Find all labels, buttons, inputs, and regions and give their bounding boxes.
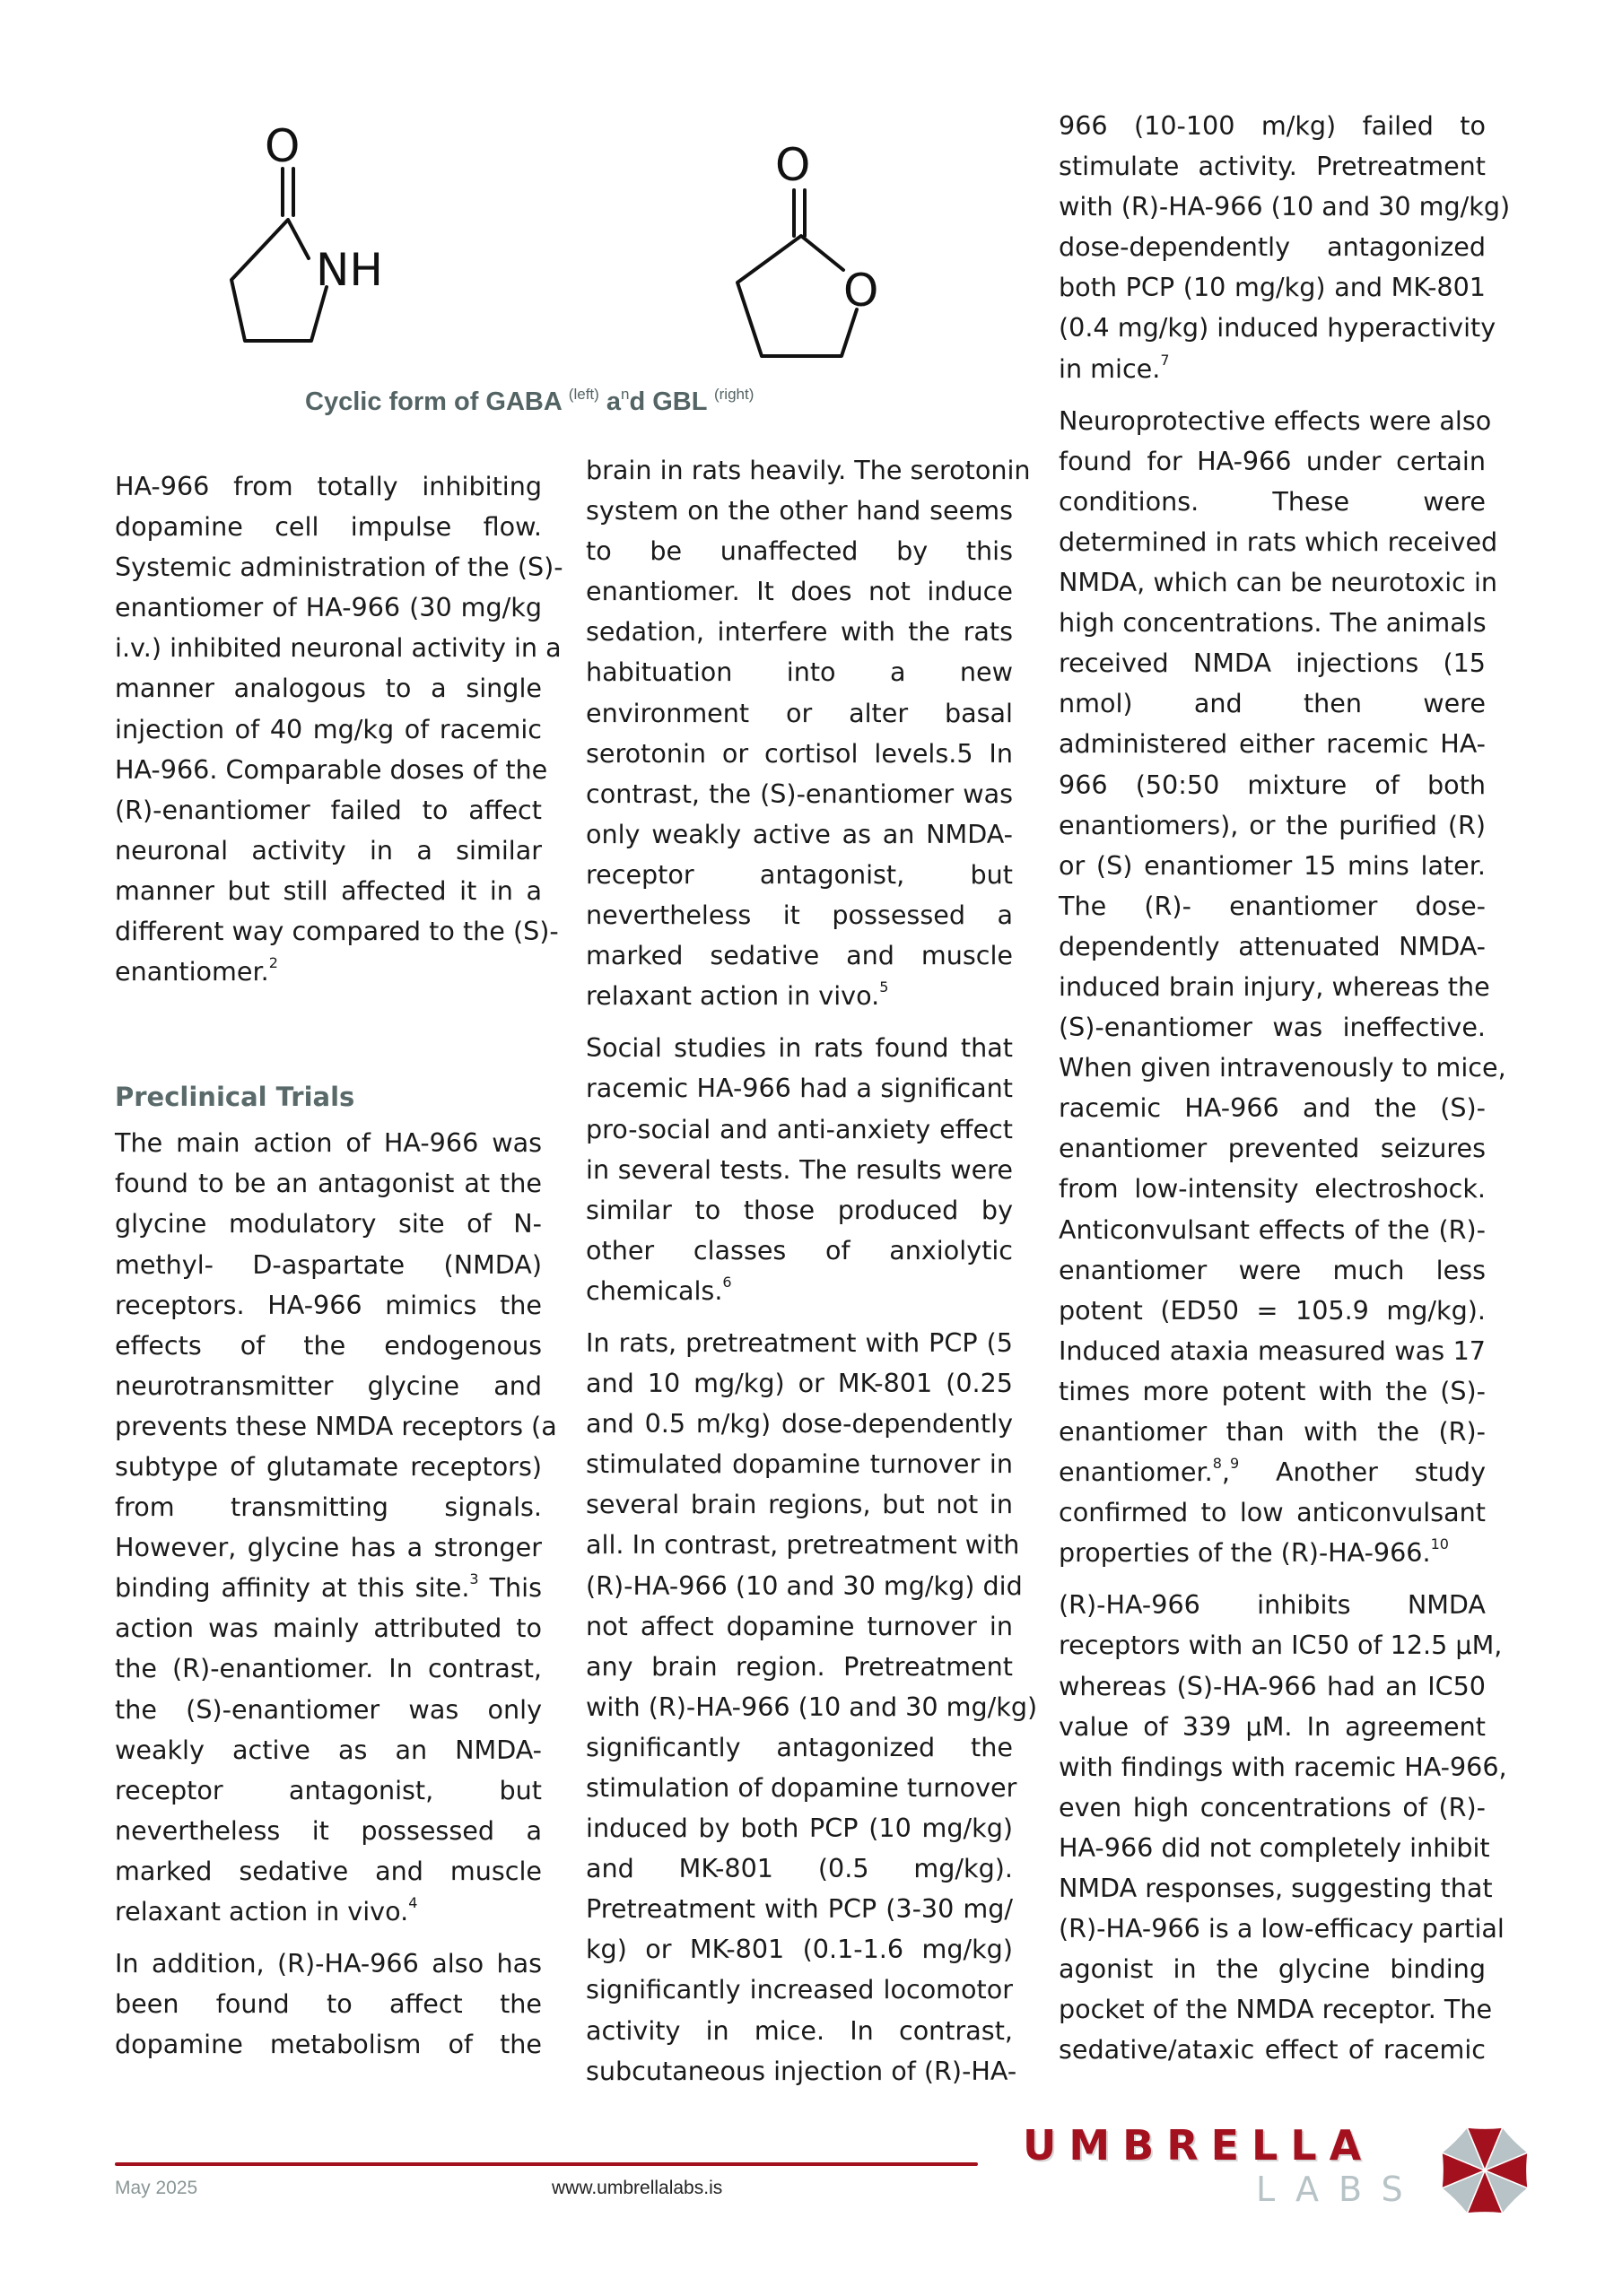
text-line	[586, 734, 1013, 774]
text-line	[586, 1444, 1013, 1484]
oxygen-atom-label: O	[265, 120, 301, 172]
line-text: significantly antagonized the	[586, 1731, 1013, 1762]
text-line	[115, 1123, 542, 1163]
text-line	[115, 1648, 542, 1689]
line-text: binding affinity at this site.	[115, 1572, 470, 1604]
ring-oxygen-label: O	[843, 265, 879, 317]
paragraph	[586, 1028, 1013, 1311]
text-line	[115, 1568, 542, 1608]
figure-caption	[305, 386, 843, 417]
line-text: relaxant action in vivo.	[586, 980, 880, 1012]
text-line	[115, 1892, 542, 1932]
text-line	[1059, 846, 1486, 886]
text-line	[1059, 146, 1486, 187]
text-line	[115, 709, 542, 750]
text-line	[1059, 482, 1486, 522]
text-line	[586, 1808, 1013, 1848]
line-text: stimulation of dopamine turnover	[586, 1772, 1017, 1803]
line-text: whereas (S)-HA-966 had an IC50	[1059, 1670, 1486, 1701]
line-text: The main action of HA-966 was	[115, 1127, 542, 1159]
text-line	[586, 450, 1031, 491]
line-text: enantiomer than with the (R)-	[1059, 1416, 1486, 1447]
text-line	[115, 1487, 542, 1527]
text-line	[586, 2011, 1013, 2051]
text-line	[115, 1730, 542, 1770]
text-line	[1059, 1909, 1505, 1949]
line-text: receptors with an IC50 of 12.5 μM,	[1059, 1630, 1503, 1661]
text-line	[586, 1970, 1013, 2010]
logo-wordmark-umbrella: UMBRELLA	[1023, 2121, 1374, 2170]
line-text: from transmitting signals.	[115, 1492, 542, 1523]
text-line	[586, 1150, 1013, 1190]
line-text: NMDA responses, suggesting that	[1059, 1873, 1493, 1904]
line-text: Social studies in rats found that	[586, 1032, 1013, 1064]
text-line	[115, 1690, 542, 1730]
text-line	[586, 1848, 1013, 1889]
text-line	[115, 1770, 542, 1811]
line-text: even high concentrations of (R)-	[1059, 1791, 1486, 1822]
caption-text: n	[620, 386, 630, 403]
line-text: brain in rats heavily. The serotonin	[586, 455, 1031, 485]
line-text: (R)-HA-966 is a low-efficacy partial	[1059, 1913, 1505, 1944]
text-line	[1059, 1492, 1486, 1533]
text-line	[586, 895, 1013, 935]
citation-ref[interactable]: 5	[879, 978, 889, 996]
line-text: with findings with racemic HA-966,	[1059, 1751, 1507, 1782]
paragraph	[115, 1944, 542, 2065]
line-text: receptor antagonist, but	[586, 858, 1013, 890]
line-text: in mice.	[1059, 352, 1161, 384]
line-text: weakly active as an NMDA-	[115, 1734, 542, 1765]
line-text: (R)-HA-966 inhibits NMDA	[1059, 1589, 1486, 1621]
text-line	[1059, 401, 1492, 441]
line-text: methyl- D-aspartate (NMDA)	[115, 1248, 542, 1280]
line-text: dopamine metabolism of the	[115, 2029, 542, 2060]
line-text: kg) or MK-801 (0.1-1.6 mg/kg)	[586, 1934, 1013, 1965]
text-line	[1059, 1048, 1506, 1088]
text-line	[1059, 1989, 1493, 2030]
text-line	[115, 1608, 542, 1648]
text-line	[115, 952, 542, 992]
line-text: significantly increased locomotor	[586, 1974, 1013, 2005]
text-line	[586, 531, 1013, 571]
text-column-2	[586, 450, 1038, 2103]
line-text: sedation, interfere with the rats	[586, 616, 1013, 648]
text-line	[115, 507, 542, 547]
text-line	[1059, 724, 1486, 764]
text-line	[1059, 1088, 1486, 1128]
line-text: injection of 40 mg/kg of racemic	[115, 713, 542, 744]
line-text: However, glycine has a stronger	[115, 1532, 542, 1563]
line-text: induced brain injury, whereas the	[1059, 970, 1490, 1002]
line-text: NMDA, which can be neurotoxic in	[1059, 567, 1498, 598]
line-text: dependently attenuated NMDA-	[1059, 930, 1486, 961]
text-line	[1059, 1828, 1490, 1868]
text-line	[1059, 603, 1486, 643]
text-line	[115, 1851, 542, 1892]
line-text: not affect dopamine turnover in	[586, 1610, 1013, 1641]
line-text: administered either racemic HA-	[1059, 728, 1486, 760]
line-text: system on the other hand seems	[586, 495, 1013, 526]
text-line	[1059, 1625, 1503, 1665]
line-text: i.v.) inhibited neuronal activity in a	[115, 632, 562, 664]
text-line	[1059, 106, 1486, 146]
line-text: dose-dependently antagonized	[1059, 231, 1486, 263]
text-line	[586, 1068, 1013, 1109]
line-text: HA-966 did not completely inhibit	[1059, 1831, 1490, 1863]
text-line	[586, 1231, 1013, 1271]
citation-ref[interactable]: 2	[268, 954, 278, 972]
line-text: different way compared to the (S)-	[115, 916, 559, 947]
line-text: value of 339 μM. In agreement	[1059, 1710, 1486, 1742]
line-text: Induced ataxia measured was 17	[1059, 1335, 1486, 1366]
text-line	[1059, 1128, 1486, 1169]
text-column-1	[115, 466, 563, 2076]
line-text: neuronal activity in a similar	[115, 834, 542, 865]
text-line	[586, 1889, 1013, 1929]
line-text: In addition, (R)-HA-966 also has	[115, 1948, 542, 1979]
line-text: induced by both PCP (10 mg/kg)	[586, 1813, 1013, 1844]
line-text: marked sedative and muscle	[586, 940, 1013, 971]
line-text: subcutaneous injection of (R)-HA-	[586, 2055, 1017, 2086]
line-text: enantiomer.	[1059, 1457, 1213, 1488]
paragraph	[1059, 401, 1506, 1574]
text-line	[115, 1163, 542, 1204]
line-text: with (R)-HA-966 (10 and 30 mg/kg)	[1059, 191, 1511, 222]
text-line	[1059, 886, 1486, 926]
line-text: enantiomers), or the purified (R)	[1059, 809, 1486, 840]
text-line	[115, 1944, 542, 1984]
line-text: (S)-enantiomer was ineffective.	[1059, 1012, 1486, 1043]
section-heading-preclinical-trials: Preclinical Trials	[115, 1082, 355, 1113]
umbrella-labs-logo	[1023, 2121, 1543, 2229]
line-text: several brain regions, but not in	[586, 1489, 1013, 1520]
text-line	[586, 571, 1013, 612]
text-line	[115, 871, 542, 911]
caption-left-note: (left)	[568, 386, 599, 403]
text-line	[115, 466, 542, 507]
line-text: Pretreatment with PCP (3-30 mg/	[586, 1893, 1013, 1925]
line-text: found to be an antagonist at the	[115, 1168, 542, 1199]
line-text: manner analogous to a single	[115, 673, 542, 704]
text-line	[1059, 1666, 1486, 1707]
line-text: stimulated dopamine turnover in	[586, 1448, 1013, 1480]
text-line	[115, 750, 548, 790]
text-line	[115, 1984, 542, 2024]
paragraph	[115, 466, 563, 992]
text-line	[1059, 1747, 1507, 1787]
text-line	[115, 547, 563, 587]
logo-wordmark-labs: LABS	[1256, 2170, 1423, 2209]
line-text: to be unaffected by this	[586, 535, 1013, 567]
line-text: conditions. These were	[1059, 485, 1486, 517]
line-text: enantiomer of HA-966 (30 mg/kg	[115, 592, 542, 623]
text-line	[1059, 805, 1486, 846]
line-text: the (R)-enantiomer. In contrast,	[115, 1653, 542, 1684]
line-text: agonist in the glycine binding	[1059, 1953, 1486, 1985]
line-text: received NMDA injections (15	[1059, 648, 1486, 679]
text-line	[1059, 683, 1486, 724]
text-line	[1059, 765, 1486, 805]
text-line	[1059, 1412, 1486, 1452]
text-line	[586, 693, 1013, 734]
line-text: 966 (10-100 m/kg) failed to	[1059, 110, 1486, 141]
line-text: In rats, pretreatment with PCP (5	[586, 1326, 1013, 1358]
line-text: effects of the endogenous	[115, 1329, 542, 1361]
caption-right-note: (right)	[713, 386, 755, 403]
text-line	[115, 790, 542, 831]
text-line	[115, 1204, 542, 1244]
text-line	[115, 1285, 542, 1326]
line-text: racemic HA-966 had a significant	[586, 1073, 1013, 1104]
line-text: found for HA-966 under certain	[1059, 445, 1486, 476]
line-text: in several tests. The results were	[586, 1153, 1013, 1185]
line-text: subtype of glutamate receptors)	[115, 1450, 542, 1482]
line-text: enantiomer were much less	[1059, 1254, 1486, 1285]
text-line	[1059, 1291, 1486, 1331]
line-text: This	[478, 1572, 542, 1604]
line-text: 966 (50:50 mixture of both	[1059, 769, 1486, 800]
line-text: dopamine cell impulse flow.	[115, 511, 542, 543]
text-line	[586, 1768, 1017, 1808]
line-text: neurotransmitter glycine and	[115, 1370, 542, 1401]
line-text: pro-social and anti-anxiety effect	[586, 1113, 1013, 1144]
text-line	[1059, 308, 1496, 348]
text-line	[1059, 267, 1486, 308]
text-line	[1059, 643, 1486, 683]
text-line	[1059, 522, 1498, 562]
line-text: all. In contrast, pretreatment with	[586, 1529, 1020, 1561]
text-line	[1059, 1007, 1486, 1048]
text-line	[1059, 1210, 1486, 1250]
text-line	[586, 1109, 1013, 1150]
line-text: chemicals.	[586, 1274, 723, 1306]
line-text: relaxant action in vivo.	[115, 1896, 409, 1926]
line-text: The (R)- enantiomer dose-	[1059, 890, 1486, 921]
text-line	[1059, 1371, 1486, 1412]
citation-ref[interactable]: 10	[1430, 1535, 1449, 1553]
line-text: other classes of anxiolytic	[586, 1234, 1013, 1265]
text-line	[115, 1406, 557, 1447]
line-text: racemic HA-966 and the (S)-	[1059, 1092, 1486, 1124]
line-text: sedative/ataxic effect of racemic	[1059, 2034, 1486, 2066]
text-line	[586, 935, 1013, 976]
text-line	[1059, 1787, 1486, 1828]
line-text: environment or alter basal	[586, 697, 1013, 728]
footer-date: May 2025	[115, 2178, 198, 2198]
text-line	[586, 1566, 1023, 1606]
line-text: manner but still affected it in a	[115, 874, 542, 906]
line-text: potent (ED50 = 105.9 mg/kg).	[1059, 1294, 1486, 1326]
line-text: determined in rats which received	[1059, 526, 1498, 557]
line-text: Anticonvulsant effects of the (R)-	[1059, 1213, 1486, 1245]
text-line	[115, 1245, 542, 1285]
text-line	[115, 1527, 542, 1568]
text-line	[115, 831, 542, 871]
text-line	[586, 2051, 1017, 2092]
text-line	[1059, 1533, 1486, 1573]
line-text: Neuroprotective effects were also	[1059, 404, 1492, 436]
text-line	[586, 1404, 1013, 1444]
text-line	[586, 612, 1013, 652]
text-line	[1059, 1585, 1486, 1625]
line-text: both PCP (10 mg/kg) and MK-801	[1059, 272, 1486, 303]
line-text: and 0.5 m/kg) dose-dependently	[586, 1408, 1013, 1439]
text-line	[115, 587, 542, 628]
text-line	[115, 1447, 542, 1487]
line-text: and 10 mg/kg) or MK-801 (0.25	[586, 1368, 1013, 1399]
citation-ref[interactable]: 9	[1229, 1455, 1240, 1473]
line-text: from low-intensity electroshock.	[1059, 1173, 1486, 1205]
text-line	[115, 1811, 542, 1851]
line-text: serotonin or cortisol levels.5 In	[586, 737, 1013, 769]
line-text: receptor antagonist, but	[115, 1774, 542, 1805]
carbonyl-oxygen-label: O	[775, 139, 811, 191]
text-line	[1059, 187, 1511, 227]
paragraph	[1059, 1585, 1507, 2070]
text-line	[586, 491, 1013, 531]
text-line	[115, 911, 559, 952]
line-text: action was mainly attributed to	[115, 1613, 542, 1644]
text-line	[1059, 1868, 1493, 1909]
text-line	[1059, 1250, 1486, 1291]
line-text: only weakly active as an NMDA-	[586, 818, 1013, 849]
line-text: HA-966 from totally inhibiting	[115, 471, 542, 501]
line-text: (R)-enantiomer failed to affect	[115, 794, 542, 825]
text-line	[586, 1687, 1038, 1727]
line-text: marked sedative and muscle	[115, 1855, 542, 1886]
footer-divider	[115, 2162, 978, 2166]
caption-text: d GBL	[629, 387, 714, 416]
line-text: nmol) and then were	[1059, 688, 1486, 719]
text-line	[1059, 441, 1486, 482]
caption-text: a	[598, 387, 621, 416]
line-text: When given intravenously to mice,	[1059, 1052, 1506, 1083]
text-line	[1059, 349, 1486, 389]
text-line	[586, 652, 1013, 692]
line-text: activity in mice. In contrast,	[586, 2014, 1013, 2046]
citation-ref[interactable]: 6	[722, 1273, 732, 1291]
paragraph	[586, 450, 1031, 1016]
line-text: habituation into a new	[586, 657, 1013, 688]
gaba-cyclic-structure	[215, 117, 449, 368]
text-line	[1059, 562, 1498, 603]
citation-ref[interactable]: 7	[1160, 351, 1170, 369]
line-text: been found to affect the	[115, 1988, 542, 2020]
text-column-3	[1059, 106, 1511, 2083]
text-line	[586, 1323, 1013, 1363]
line-text: (R)-HA-966 (10 and 30 mg/kg) did	[586, 1570, 1023, 1601]
line-text: Another study	[1276, 1457, 1486, 1488]
text-line	[586, 1606, 1013, 1647]
text-line	[586, 1363, 1013, 1404]
paragraph	[586, 1323, 1038, 2092]
text-line	[115, 2024, 542, 2065]
line-text: confirmed to low anticonvulsant	[1059, 1497, 1486, 1528]
line-text: enantiomer prevented seizures	[1059, 1133, 1486, 1164]
line-text: enantiomer.	[115, 956, 269, 987]
line-text: nevertheless it possessed a	[586, 900, 1013, 931]
text-line	[1059, 967, 1490, 1007]
line-text: contrast, the (S)-enantiomer was	[586, 778, 1013, 809]
paragraph	[115, 1123, 557, 1932]
line-text: or (S) enantiomer 15 mins later.	[1059, 849, 1486, 881]
line-text: properties of the (R)-HA-966.	[1059, 1537, 1431, 1569]
text-line	[586, 1484, 1013, 1525]
citation-ref[interactable]: 4	[408, 1894, 418, 1911]
text-line	[586, 1929, 1013, 1970]
line-text: glycine modulatory site of N-	[115, 1208, 542, 1239]
text-line	[586, 774, 1013, 814]
text-line	[1059, 1331, 1486, 1371]
text-line	[1059, 1949, 1486, 1989]
text-line	[1059, 926, 1486, 967]
gbl-structure	[709, 121, 906, 372]
line-text: stimulate activity. Pretreatment	[1059, 151, 1486, 182]
line-text: and MK-801 (0.5 mg/kg).	[586, 1853, 1013, 1884]
line-text: ,	[1221, 1457, 1230, 1488]
text-line	[1059, 1169, 1486, 1209]
text-line	[1059, 1452, 1486, 1492]
paragraph	[1059, 106, 1511, 389]
text-line	[115, 1366, 542, 1406]
text-line	[115, 1326, 542, 1366]
text-line	[115, 668, 542, 709]
line-text: high concentrations. The animals	[1059, 607, 1487, 639]
text-line	[586, 1271, 1013, 1311]
text-line	[586, 1028, 1013, 1068]
text-line	[586, 1525, 1020, 1565]
line-text: nevertheless it possessed a	[115, 1814, 542, 1846]
line-text: the (S)-enantiomer was only	[115, 1693, 542, 1725]
footer-website-link[interactable]: www.umbrellalabs.is	[552, 2178, 723, 2198]
line-text: (0.4 mg/kg) induced hyperactivity	[1059, 312, 1496, 344]
line-text: pocket of the NMDA receptor. The	[1059, 1994, 1493, 2025]
line-text: times more potent with the (S)-	[1059, 1375, 1486, 1406]
text-line	[586, 855, 1013, 895]
citation-ref[interactable]: 3	[469, 1570, 479, 1588]
text-line	[586, 1190, 1013, 1231]
text-line	[1059, 227, 1486, 267]
citation-ref[interactable]: 8	[1212, 1455, 1222, 1473]
line-text: Systemic administration of the (S)-	[115, 552, 563, 583]
text-line	[115, 628, 562, 668]
text-line	[586, 976, 1013, 1016]
line-text: prevents these NMDA receptors (a	[115, 1410, 557, 1441]
line-text: with (R)-HA-966 (10 and 30 mg/kg)	[586, 1691, 1038, 1722]
line-text: receptors. HA-966 mimics the	[115, 1289, 542, 1320]
line-text: any brain region. Pretreatment	[586, 1650, 1013, 1682]
line-text: enantiomer. It does not induce	[586, 576, 1013, 607]
line-text: similar to those produced by	[586, 1194, 1013, 1225]
umbrella-emblem-icon	[1435, 2121, 1534, 2220]
text-line	[1059, 1707, 1486, 1747]
text-line	[586, 1647, 1013, 1687]
text-line	[586, 814, 1013, 855]
line-text: HA-966. Comparable doses of the	[115, 753, 548, 785]
text-line	[586, 1727, 1013, 1768]
nh-atom-label: NH	[316, 244, 383, 296]
caption-text: Cyclic form of GABA	[305, 387, 569, 416]
text-line	[1059, 2030, 1486, 2070]
